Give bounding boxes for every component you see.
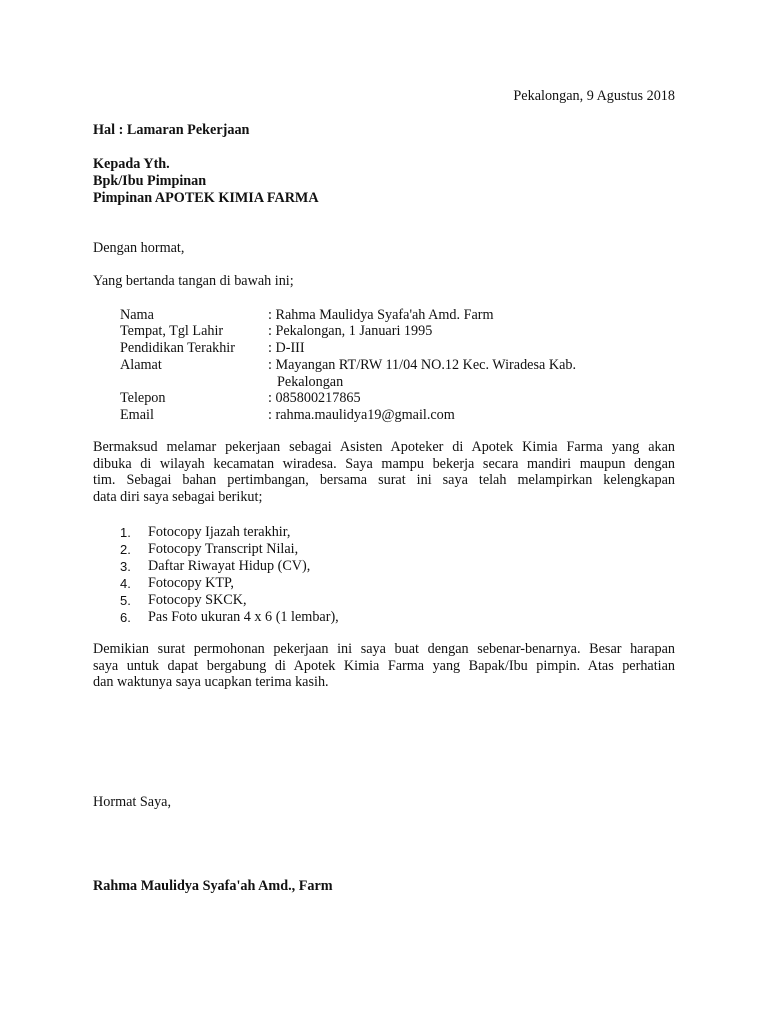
body-paragraph-1 bbox=[93, 439, 675, 505]
body2-line: dan waktunya saya ucapkan terima kasih. bbox=[93, 674, 329, 690]
education-value: : D-III bbox=[268, 340, 305, 356]
body1-line: dibuka di wilayah kecamatan wiradesa. Saya mampu bekerja secara mandiri maupun dengan bbox=[93, 455, 675, 472]
email-label: Email bbox=[120, 407, 154, 423]
email-value: : rahma.maulidya19@gmail.com bbox=[268, 407, 455, 423]
address-value-1: : Mayangan RT/RW 11/04 NO.12 Kec. Wiradesa Kab. bbox=[268, 357, 577, 373]
recipient-line-3: Pimpinan APOTEK KIMIA FARMA bbox=[93, 190, 319, 206]
name-value: : Rahma Maulidya Syafa'ah Amd. Farm bbox=[268, 307, 494, 323]
phone-label: Telepon bbox=[120, 390, 166, 406]
body1-line: tim. Sebagai bahan pertimbangan, bersama surat ini saya telah melampirkan kelengkapan bbox=[93, 472, 675, 488]
signature-name: Rahma Maulidya Syafa'ah Amd., Farm bbox=[93, 878, 333, 894]
list-text: Fotocopy Ijazah terakhir, bbox=[148, 524, 291, 540]
greeting: Dengan hormat, bbox=[93, 240, 185, 256]
phone-value: : 085800217865 bbox=[268, 390, 361, 406]
body1-line: data diri saya sebagai berikut; bbox=[93, 488, 263, 505]
list-text: Fotocopy Transcript Nilai, bbox=[148, 541, 299, 557]
list-number: 1. bbox=[120, 525, 131, 540]
body2-line: Demikian surat permohonan pekerjaan ini saya buat dengan sebenar-benarnya. Besar harapan bbox=[93, 641, 675, 657]
list-number: 5. bbox=[120, 593, 131, 608]
name-label: Nama bbox=[120, 307, 154, 323]
body1-line: Bermaksud melamar pekerjaan sebagai Asisten Apoteker di Apotek Kimia Farma yang akan bbox=[93, 439, 675, 455]
subject-line: Hal : Lamaran Pekerjaan bbox=[93, 122, 250, 138]
education-label: Pendidikan Terakhir bbox=[120, 340, 235, 356]
recipient-line-1: Kepada Yth. bbox=[93, 156, 170, 172]
intro-text: Yang bertanda tangan di bawah ini; bbox=[93, 273, 294, 289]
list-number: 4. bbox=[120, 576, 131, 591]
list-text: Daftar Riwayat Hidup (CV), bbox=[148, 558, 311, 574]
list-number: 2. bbox=[120, 542, 131, 557]
list-text: Fotocopy KTP, bbox=[148, 575, 234, 591]
place-date: Pekalongan, 9 Agustus 2018 bbox=[513, 88, 675, 104]
list-number: 6. bbox=[120, 610, 131, 625]
recipient-line-2: Bpk/Ibu Pimpinan bbox=[93, 173, 207, 189]
birth-label: Tempat, Tgl Lahir bbox=[120, 323, 224, 339]
closing: Hormat Saya, bbox=[93, 794, 172, 810]
address-label: Alamat bbox=[120, 357, 162, 373]
list-text: Pas Foto ukuran 4 x 6 (1 lembar), bbox=[148, 609, 339, 625]
body-paragraph-2 bbox=[93, 641, 675, 691]
list-number: 3. bbox=[120, 559, 131, 574]
address-value-2: Pekalongan bbox=[277, 374, 344, 390]
list-text: Fotocopy SKCK, bbox=[148, 592, 247, 608]
birth-value: : Pekalongan, 1 Januari 1995 bbox=[268, 323, 433, 339]
body2-line: saya untuk dapat bergabung di Apotek Kimia Farma yang Bapak/Ibu pimpin. Atas perhatian bbox=[93, 657, 675, 674]
